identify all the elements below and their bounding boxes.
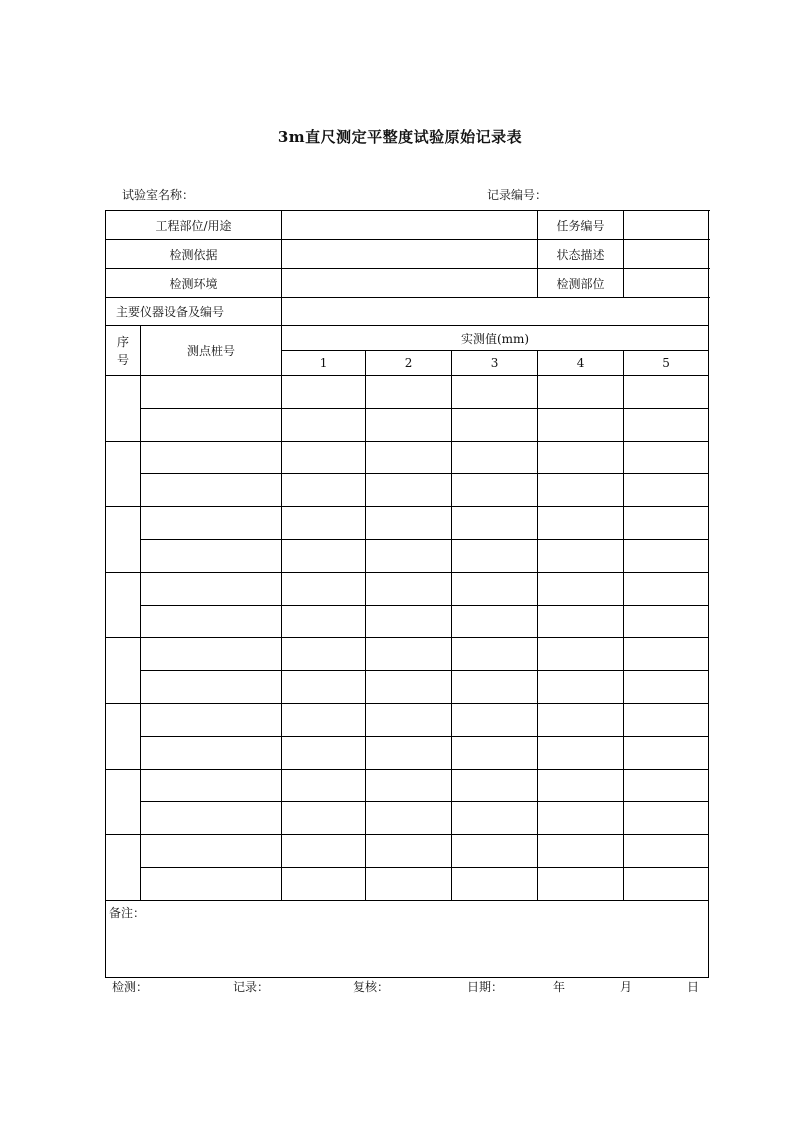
footer-inspect-label: 检测： <box>112 980 149 994</box>
measure-cell[interactable] <box>366 507 452 540</box>
measure-cell[interactable] <box>624 835 709 868</box>
record-number-label: 记录编号： <box>487 188 548 202</box>
status-desc-label: 状态描述 <box>538 240 624 269</box>
measure-cell[interactable] <box>366 605 452 638</box>
measure-cell[interactable] <box>538 802 624 835</box>
measure-cell[interactable] <box>538 671 624 704</box>
measure-cell[interactable] <box>624 769 709 802</box>
table-row <box>106 802 709 835</box>
table-row <box>106 638 709 671</box>
measure-col-3: 3 <box>452 351 538 376</box>
test-location-label: 检测部位 <box>538 269 624 298</box>
table-row <box>106 376 709 409</box>
measure-cell[interactable] <box>538 507 624 540</box>
station-cell[interactable] <box>141 605 282 638</box>
measure-cell[interactable] <box>452 474 538 507</box>
measure-cell[interactable] <box>538 572 624 605</box>
measure-cell[interactable] <box>282 703 366 736</box>
remarks-row <box>106 900 709 977</box>
seq-cell[interactable] <box>106 769 141 835</box>
measure-cell[interactable] <box>452 376 538 409</box>
measure-cell[interactable] <box>366 802 452 835</box>
page-title: 3m直尺测定平整度试验原始记录表 <box>277 128 523 146</box>
station-cell[interactable] <box>141 507 282 540</box>
footer-record-label: 记录： <box>233 980 270 994</box>
measure-cell[interactable] <box>538 539 624 572</box>
station-cell[interactable] <box>141 441 282 474</box>
measure-cell[interactable] <box>624 441 709 474</box>
measure-cell[interactable] <box>282 638 366 671</box>
measure-cell[interactable] <box>282 507 366 540</box>
station-cell[interactable] <box>141 474 282 507</box>
test-location-value[interactable] <box>624 269 709 298</box>
measure-cell[interactable] <box>452 867 538 900</box>
measure-cell[interactable] <box>366 572 452 605</box>
measure-cell[interactable] <box>452 441 538 474</box>
seq-cell[interactable] <box>106 376 141 442</box>
table-row <box>106 474 709 507</box>
measure-cell[interactable] <box>624 376 709 409</box>
measure-cell[interactable] <box>452 835 538 868</box>
seq-header-line2: 号 <box>116 352 129 367</box>
measure-cell[interactable] <box>282 671 366 704</box>
station-cell[interactable] <box>141 867 282 900</box>
footer-review-label: 复核： <box>353 980 390 994</box>
table-row <box>106 867 709 900</box>
measure-cell[interactable] <box>366 441 452 474</box>
test-basis-label: 检测依据 <box>106 240 282 269</box>
measure-cell[interactable] <box>366 769 452 802</box>
measure-cell[interactable] <box>538 703 624 736</box>
measure-cell[interactable] <box>366 835 452 868</box>
measure-cell[interactable] <box>452 802 538 835</box>
remarks-cell[interactable] <box>106 900 709 977</box>
station-cell[interactable] <box>141 736 282 769</box>
measure-cell[interactable] <box>538 474 624 507</box>
measure-col-4: 4 <box>538 351 624 376</box>
measure-cell[interactable] <box>282 376 366 409</box>
measure-cell[interactable] <box>538 867 624 900</box>
measure-cell[interactable] <box>452 539 538 572</box>
station-header: 测点桩号 <box>141 326 282 376</box>
table-row <box>106 408 709 441</box>
header-row-basis <box>106 240 709 269</box>
test-env-value[interactable] <box>282 269 538 298</box>
table-row <box>106 835 709 868</box>
station-cell[interactable] <box>141 802 282 835</box>
table-row <box>106 703 709 736</box>
seq-cell[interactable] <box>106 638 141 704</box>
seq-cell[interactable] <box>106 507 141 573</box>
measure-cell[interactable] <box>624 408 709 441</box>
signature-footer <box>112 978 702 994</box>
station-cell[interactable] <box>141 769 282 802</box>
header-row-env <box>106 269 709 298</box>
measure-cell[interactable] <box>282 605 366 638</box>
measure-cell[interactable] <box>624 539 709 572</box>
measure-cell[interactable] <box>366 867 452 900</box>
measure-cell[interactable] <box>624 671 709 704</box>
table-row <box>106 769 709 802</box>
equipment-value[interactable] <box>282 298 709 326</box>
measure-cell[interactable] <box>452 605 538 638</box>
header-row-project <box>106 211 709 240</box>
table-row <box>106 671 709 704</box>
measure-cell[interactable] <box>538 408 624 441</box>
station-cell[interactable] <box>141 703 282 736</box>
project-part-value[interactable] <box>282 211 538 240</box>
table-row <box>106 736 709 769</box>
measure-cell[interactable] <box>282 539 366 572</box>
column-header-row-1 <box>106 326 709 351</box>
remarks-label: 备注： <box>109 905 146 920</box>
station-cell[interactable] <box>141 376 282 409</box>
lab-name-label: 试验室名称： <box>122 188 195 202</box>
seq-cell[interactable] <box>106 572 141 638</box>
measure-cell[interactable] <box>538 605 624 638</box>
measure-cell[interactable] <box>366 408 452 441</box>
footer-month-label: 月 <box>620 980 633 994</box>
measure-cell[interactable] <box>538 441 624 474</box>
measure-cell[interactable] <box>452 736 538 769</box>
test-env-label: 检测环境 <box>106 269 282 298</box>
station-cell[interactable] <box>141 539 282 572</box>
measure-cell[interactable] <box>282 736 366 769</box>
measure-cell[interactable] <box>624 736 709 769</box>
measure-cell[interactable] <box>366 703 452 736</box>
measure-cell[interactable] <box>282 835 366 868</box>
measure-cell[interactable] <box>452 703 538 736</box>
measure-cell[interactable] <box>282 474 366 507</box>
measure-cell[interactable] <box>452 507 538 540</box>
measure-cell[interactable] <box>366 376 452 409</box>
test-basis-value[interactable] <box>282 240 538 269</box>
measure-cell[interactable] <box>452 769 538 802</box>
measure-cell[interactable] <box>624 572 709 605</box>
seq-cell[interactable] <box>106 441 141 507</box>
status-desc-value[interactable] <box>624 240 709 269</box>
footer-day-label: 日 <box>687 980 700 994</box>
record-table <box>105 210 709 978</box>
measure-cell[interactable] <box>624 867 709 900</box>
station-cell[interactable] <box>141 408 282 441</box>
measure-cell[interactable] <box>366 671 452 704</box>
measure-cell[interactable] <box>282 769 366 802</box>
measure-cell[interactable] <box>282 867 366 900</box>
measure-col-1: 1 <box>282 351 366 376</box>
measure-cell[interactable] <box>538 376 624 409</box>
project-part-label: 工程部位/用途 <box>106 211 282 240</box>
table-row <box>106 572 709 605</box>
station-cell[interactable] <box>141 638 282 671</box>
table-row <box>106 605 709 638</box>
measure-cell[interactable] <box>452 671 538 704</box>
measure-cell[interactable] <box>624 802 709 835</box>
seq-cell[interactable] <box>106 835 141 901</box>
measure-cell[interactable] <box>624 474 709 507</box>
table-row <box>106 539 709 572</box>
measure-cell[interactable] <box>366 736 452 769</box>
seq-header <box>106 326 141 376</box>
measure-cell[interactable] <box>282 408 366 441</box>
measured-header: 实测值(mm) <box>282 326 709 351</box>
measure-cell[interactable] <box>282 441 366 474</box>
station-cell[interactable] <box>141 671 282 704</box>
seq-cell[interactable] <box>106 703 141 769</box>
task-number-label: 任务编号 <box>538 211 624 240</box>
table-row <box>106 441 709 474</box>
measure-col-5: 5 <box>624 351 709 376</box>
measure-cell[interactable] <box>366 539 452 572</box>
measure-cell[interactable] <box>452 408 538 441</box>
measure-cell[interactable] <box>624 605 709 638</box>
seq-header-line1: 序 <box>116 334 129 349</box>
measure-cell[interactable] <box>538 769 624 802</box>
measure-cell[interactable] <box>538 736 624 769</box>
measure-cell[interactable] <box>366 638 452 671</box>
footer-date-label: 日期： <box>467 980 504 994</box>
task-number-value[interactable] <box>624 211 709 240</box>
measure-cell[interactable] <box>452 638 538 671</box>
measure-cell[interactable] <box>282 572 366 605</box>
measure-cell[interactable] <box>624 703 709 736</box>
table-row <box>106 507 709 540</box>
footer-year-label: 年 <box>553 980 566 994</box>
measure-cell[interactable] <box>538 835 624 868</box>
header-row-equipment <box>106 298 709 326</box>
station-cell[interactable] <box>141 835 282 868</box>
measure-cell[interactable] <box>282 802 366 835</box>
measure-cell[interactable] <box>538 638 624 671</box>
measure-cell[interactable] <box>452 572 538 605</box>
measure-cell[interactable] <box>624 638 709 671</box>
station-cell[interactable] <box>141 572 282 605</box>
measure-cell[interactable] <box>624 507 709 540</box>
equipment-label: 主要仪器设备及编号 <box>106 298 282 326</box>
measure-cell[interactable] <box>366 474 452 507</box>
measure-col-2: 2 <box>366 351 452 376</box>
